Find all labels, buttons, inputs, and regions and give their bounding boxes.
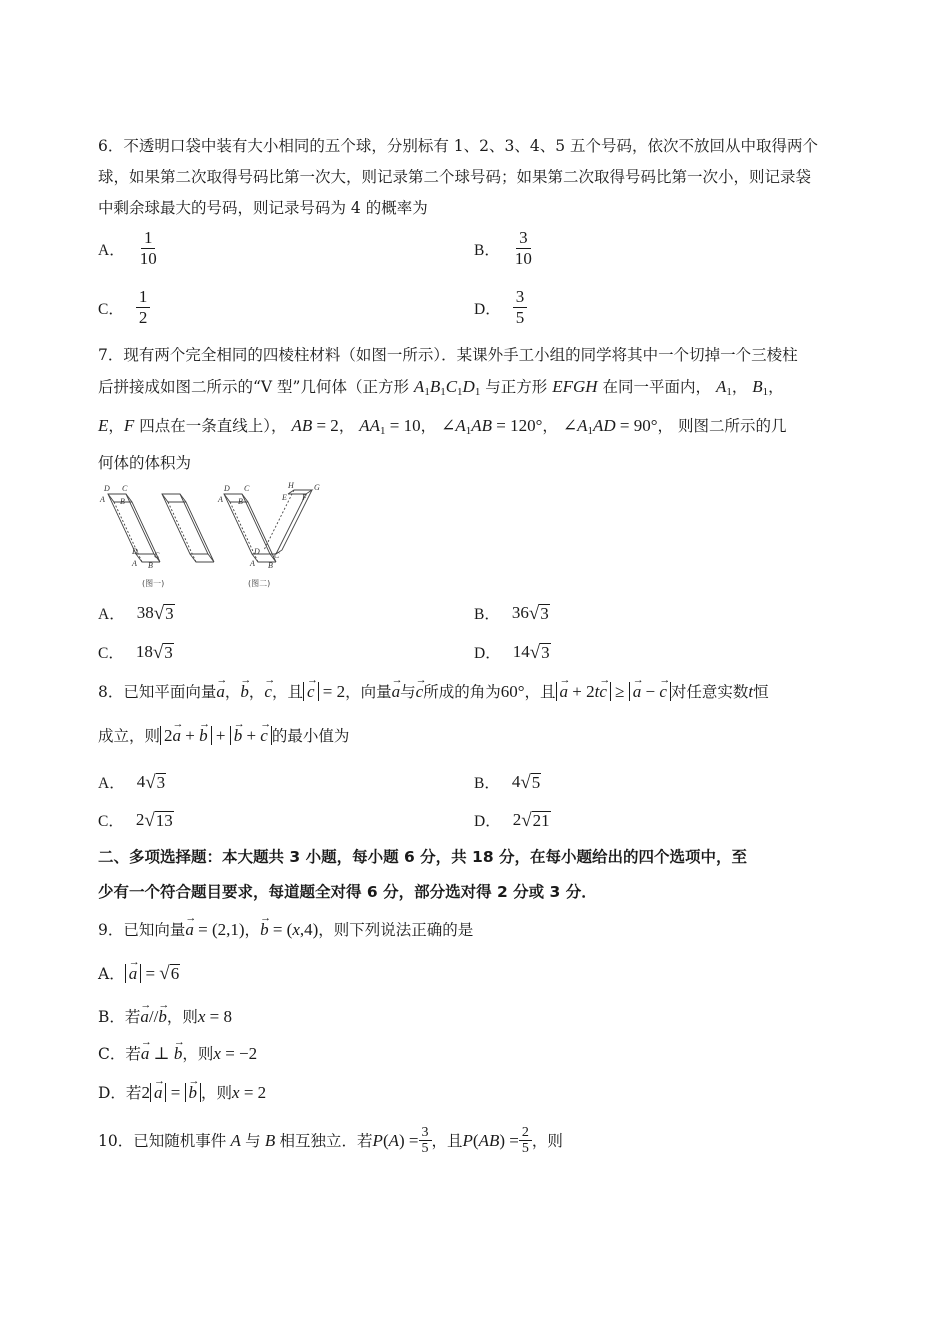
- svg-text:G: G: [314, 483, 320, 492]
- q9-option-c: C．若→ a ⊥ → b，则x = −2: [98, 1044, 257, 1064]
- q8-option-c: C． 2 √ 13: [98, 810, 173, 831]
- q7-line3: E，F 四点在一条直线上）， AB = 2， $AA_1 = 10$， $\angle A_1AB = 120^\circ$， $\angle A_1AD = 90^\circ$， 则图二所示的几: [98, 416, 787, 437]
- q6-option-b: B． $\frac{3}{10}$: [474, 228, 532, 268]
- svg-text:C: C: [244, 484, 250, 493]
- q9-option-d: D．若2→ a = → b ，则x = 2: [98, 1083, 266, 1103]
- fig1-caption: (图一): [142, 579, 165, 588]
- q7-option-d: D． 14 √ 3: [474, 642, 550, 663]
- q8-option-b: B． 4 √ 5: [474, 772, 541, 793]
- q8-option-a: A． 4 √ 3: [98, 772, 166, 793]
- q6-option-c: C． $\frac{1}{2}$: [98, 287, 150, 328]
- svg-text:A: A: [132, 559, 137, 568]
- svg-text:B: B: [238, 497, 243, 506]
- q10-stem: 10．已知随机事件 A 与 B 相互独立．若 P (A) = $\frac{3}{5}$ ，且 P (AB) = $\frac{2}{5}$ ，则: [98, 1125, 563, 1156]
- q6-line3: 中剩余球最大的号码，则记录号码为 4 的概率为: [98, 199, 428, 217]
- q7-line2: 后拼接成如图二所示的“V 型”几何体（正方形 $A_1B_1C_1D_1$ 与正方形 EFGH 在同一平面内， $A_1$， $B_1$，: [98, 377, 784, 398]
- q7-line4: 何体的体积为: [98, 454, 192, 472]
- q8-line2: 成立，则 2→ a + → b + → b + → c 的最小值为: [98, 726, 349, 746]
- fig2-caption: (图二): [248, 579, 271, 588]
- svg-text:D: D: [104, 484, 110, 493]
- q6-line2: 球，如果第二次取得号码比第一次大，则记录第二个球号码；如果第二次取得号码比第一次小，则记录袋: [98, 168, 812, 186]
- q9-option-a: A．→ a = √ 6: [98, 964, 180, 984]
- q6-option-a: A． $\frac{1}{10}$: [98, 228, 157, 268]
- svg-text:C: C: [154, 551, 160, 560]
- svg-text:D: D: [254, 547, 260, 556]
- svg-text:D: D: [224, 484, 230, 493]
- q7-line1: 7．现有两个完全相同的四棱柱材料（如图一所示）．某课外手工小组的同学将其中一个切掉一个三棱柱: [98, 346, 798, 364]
- q9-stem: 9．已知向量→ a = (2,1)，→ b = (x,4)，则下列说法正确的是: [98, 920, 473, 940]
- q7-option-c: C． 18 √ 3: [98, 642, 173, 663]
- svg-text:B: B: [268, 561, 273, 570]
- q6-line1: 6．不透明口袋中装有大小相同的五个球，分别标有 1、2、3、4、5 五个号码，依次不放回从中取得两个: [98, 137, 819, 155]
- svg-text:A: A: [100, 495, 105, 504]
- svg-text:E: E: [282, 493, 287, 502]
- section2-heading-line1: 二、多项选择题：本大题共 3 小题，每小题 6 分，共 18 分，在每小题给出的四个选项中，至: [98, 848, 748, 866]
- svg-text:A: A: [250, 559, 255, 568]
- svg-text:H: H: [288, 482, 294, 490]
- section2-heading-line2: 少有一个符合题目要求，每道题全对得 6 分，部分选对得 2 分或 3 分．: [98, 883, 597, 901]
- svg-text:C: C: [122, 484, 128, 493]
- q7-option-a: A． 38 √ 3: [98, 603, 174, 624]
- svg-text:B: B: [148, 561, 153, 570]
- q7-option-b: B． 36 √ 3: [474, 603, 549, 624]
- svg-text:C: C: [274, 551, 280, 560]
- q6-option-d: D． $\frac{3}{5}$: [474, 287, 527, 328]
- q8-line1: 8．已知平面向量→ a，→ b，→ c，且→ c = 2，向量→ a与→ c所成的角为60°，且→ a + 2t→ c ≥ → a − → c 对任意实数t恒: [98, 682, 769, 702]
- q8-option-d: D． 2 √ 21: [474, 810, 550, 831]
- svg-text:A: A: [218, 495, 223, 504]
- prism-figures: [98, 482, 320, 594]
- svg-text:F: F: [302, 493, 307, 502]
- q9-option-b: B．若→ a//→ b，则x = 8: [98, 1007, 232, 1027]
- svg-text:B: B: [120, 497, 125, 506]
- svg-text:D: D: [132, 547, 138, 556]
